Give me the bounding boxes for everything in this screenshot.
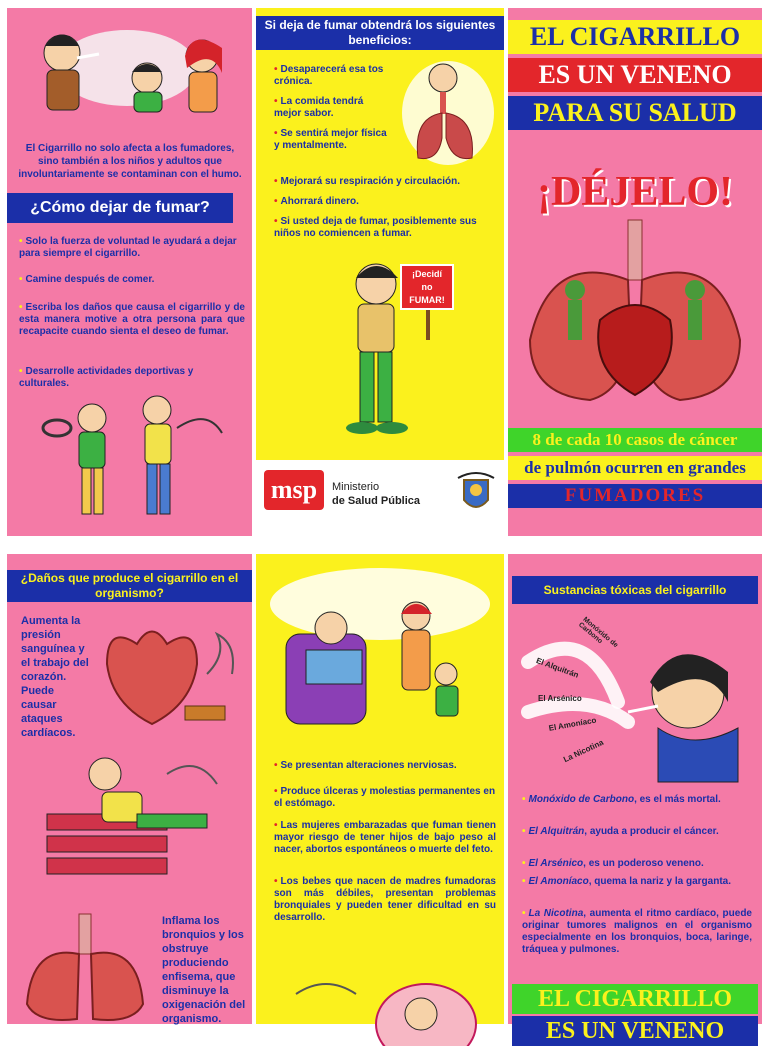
benefit-1-text: Desaparecerá esa tos crónica. (274, 64, 384, 87)
ecuador-coat-of-arms-icon (456, 474, 496, 518)
tip-1-text: Solo la fuerza de voluntad le ayudará a dejar para siempre el cigarrillo. (19, 236, 237, 259)
tip-4: • Desarrolle actividades deportivas y culturales. (19, 366, 194, 389)
msp-logo: msp (264, 470, 324, 510)
smoke-label-3: El Arsénico (538, 694, 582, 703)
damages-heading: ¿Daños que produce el cigarrillo en el organismo? (7, 570, 252, 602)
benefit-2: • La comida tendrá mejor sabor. (274, 96, 364, 119)
heart-illustration (97, 614, 237, 734)
diseased-lungs-illustration (520, 220, 750, 420)
ministry-name (332, 480, 420, 508)
toxic-heading: Sustancias tóxicas del cigarrillo (512, 576, 758, 604)
smoke-label-2: El Alquitrán (534, 656, 580, 680)
cover-title-line-2: ES UN VENENO (508, 58, 762, 92)
tennis-players-illustration (7, 388, 252, 528)
substance-4: • El Amoníaco, quema la nariz y la garganta. (522, 876, 731, 887)
heart-damage-text: Aumenta la presión sanguínea y el trabajo del corazón. Puede causar ataques cardíacos. (21, 615, 89, 739)
benefit-4: • Mejorará su respiración y circulación. (274, 176, 461, 187)
how-to-quit-heading: ¿Cómo dejar de fumar? (7, 193, 233, 223)
substance-1-name: Monóxido de Carbono (528, 794, 635, 805)
effect-3: • Las mujeres embarazadas que fuman tienen mayor riesgo de tener hijos de bajo peso al nacer, abortos espontáneos o muerte del feto. (274, 820, 496, 855)
substance-4-name: El Amoníaco (528, 876, 589, 887)
tip-3: • Escriba los daños que causa el cigarrillo y de esta manera motive a otra persona para que recapacite cuando sienta el deseo de fumar. (19, 302, 245, 337)
footer-title-line-2: ES UN VENENO (512, 1016, 758, 1046)
substance-1-desc: , es el más mortal. (634, 794, 721, 805)
panel-toxic-substances (508, 554, 762, 1044)
sign-line-1: ¡Decidí (411, 269, 442, 279)
benefits-heading: Si deja de fumar obtendrá los siguientes beneficios: (256, 16, 504, 50)
smoke-label-5: La Nicotina (562, 737, 605, 765)
cover-title-line-3: PARA SU SALUD (508, 96, 762, 130)
tip-4-text: Desarrolle actividades deportivas y culturales. (19, 366, 194, 389)
sign-line-2: no (421, 282, 433, 292)
benefit-5: • Ahorrará dinero. (274, 196, 359, 207)
effect-1-text: Se presentan alteraciones nerviosas. (280, 760, 457, 771)
substance-5-name: La Nicotina (528, 908, 584, 919)
stat-line-3: FUMADORES (508, 484, 762, 508)
smoke-label-1: Monóxido de Carbono (577, 616, 620, 650)
stat-line-1: 8 de cada 10 casos de cáncer (508, 428, 762, 452)
benefit-3-text: Se sentirá mejor física y mentalmente. (274, 128, 387, 151)
brochure-inside (0, 548, 768, 1044)
panel-effects (256, 554, 504, 1024)
benefit-6-text: Si usted deja de fumar, posiblemente sus niños no comiencen a fumar. (274, 216, 477, 239)
substance-5-desc: , aumenta el ritmo cardíaco, puede originar tumores malignos en el organismo especialmente en los bronquios, boca, laringe, tráquea y pulmones. (522, 908, 752, 955)
quit-sign (400, 264, 454, 310)
effect-2: • Produce úlceras y molestias permanentes en el estómago. (274, 786, 496, 809)
panel-benefits (256, 8, 504, 536)
smoke-labels (528, 616, 638, 776)
lungs-damage-text: Inflama los bronquios y los obstruye produciendo enfisema, que disminuye la oxigenación del organismo. (162, 915, 246, 1025)
ministry-line-2: de Salud Pública (332, 495, 421, 507)
panel-damages (7, 554, 252, 1024)
benefit-5-text: Ahorrará dinero. (280, 196, 359, 207)
panel-how-to-quit (7, 8, 252, 536)
substance-3-desc: , es un poderoso veneno. (583, 858, 704, 869)
benefit-3: • Se sentirá mejor física y mentalmente. (274, 128, 387, 151)
intro-text: El Cigarrillo no solo afecta a los fumadores, sino también a los niños y adultos que involuntariamente se contaminan con el humo. (18, 143, 242, 180)
cover-title-line-1: EL CIGARRILLO (508, 20, 762, 54)
family-smoke-illustration (7, 8, 252, 128)
benefit-4-text: Mejorará su respiración y circulación. (280, 176, 461, 187)
substance-1: • Monóxido de Carbono, es el más mortal. (522, 794, 721, 805)
respiratory-system-illustration (398, 58, 498, 168)
effect-3-text: Las mujeres embarazadas que fuman tienen mayor riesgo de tener hijos de bajo peso al nacer, abortos espontáneos o muerte del feto. (274, 820, 496, 855)
sign-line-3: FUMAR! (409, 295, 445, 305)
tip-3-text: Escriba los daños que causa el cigarrillo y de esta manera motive a otra persona para que recapacite cuando sienta el deseo de fumar. (19, 302, 245, 337)
stat-line-2: de pulmón ocurren en grandes (508, 456, 762, 480)
tip-2: • Camine después de comer. (19, 274, 155, 285)
substance-2: • El Alquitrán, ayuda a producir el cáncer. (522, 826, 719, 837)
substance-2-name: El Alquitrán (528, 826, 585, 837)
substance-3: • El Arsénico, es un poderoso veneno. (522, 858, 704, 869)
ministry-footer (256, 460, 504, 536)
tip-1: • Solo la fuerza de voluntad le ayudará a dejar para siempre el cigarrillo. (19, 236, 237, 259)
effect-4: • Los bebes que nacen de madres fumadoras son más débiles, presentan problemas bronquiales y pueden tener dificultad en su desarrollo. (274, 876, 496, 923)
substance-5: • La Nicotina, aumenta el ritmo cardíaco, puede originar tumores malignos en el organismo especialmente en los bronquios, boca, laringe, tráquea y pulmones. (522, 908, 752, 955)
effect-2-text: Produce úlceras y molestias permanentes en el estómago. (274, 786, 496, 809)
fetus-illustration (296, 954, 496, 1034)
sick-man-bench-illustration (47, 754, 247, 904)
quit-call-to-action: ¡DÉJELO! (536, 169, 733, 215)
smoke-label-4: El Amoníaco (548, 715, 597, 733)
ministry-line-1: Ministerio (332, 481, 380, 493)
tip-2-text: Camine después de comer. (25, 274, 155, 285)
benefit-1: • Desaparecerá esa tos crónica. (274, 64, 384, 87)
substance-2-desc: , ayuda a producir el cáncer. (584, 826, 719, 837)
benefit-6: • Si usted deja de fumar, posiblemente sus niños no comiencen a fumar. (274, 216, 477, 239)
effect-4-text: Los bebes que nacen de madres fumadoras son más débiles, presentan problemas bronquiales y pueden tener dificultad en su desarrollo. (274, 876, 496, 923)
footer-title-line-1: EL CIGARRILLO (512, 984, 758, 1014)
substance-4-desc: , quema la nariz y la garganta. (588, 876, 731, 887)
benefit-2-text: La comida tendrá mejor sabor. (274, 96, 364, 119)
substance-3-name: El Arsénico (528, 858, 584, 869)
effect-1: • Se presentan alteraciones nerviosas. (274, 760, 457, 771)
lungs-illustration (17, 914, 157, 1024)
smoking-family-illustration (256, 554, 504, 754)
panel-cover (508, 8, 762, 536)
